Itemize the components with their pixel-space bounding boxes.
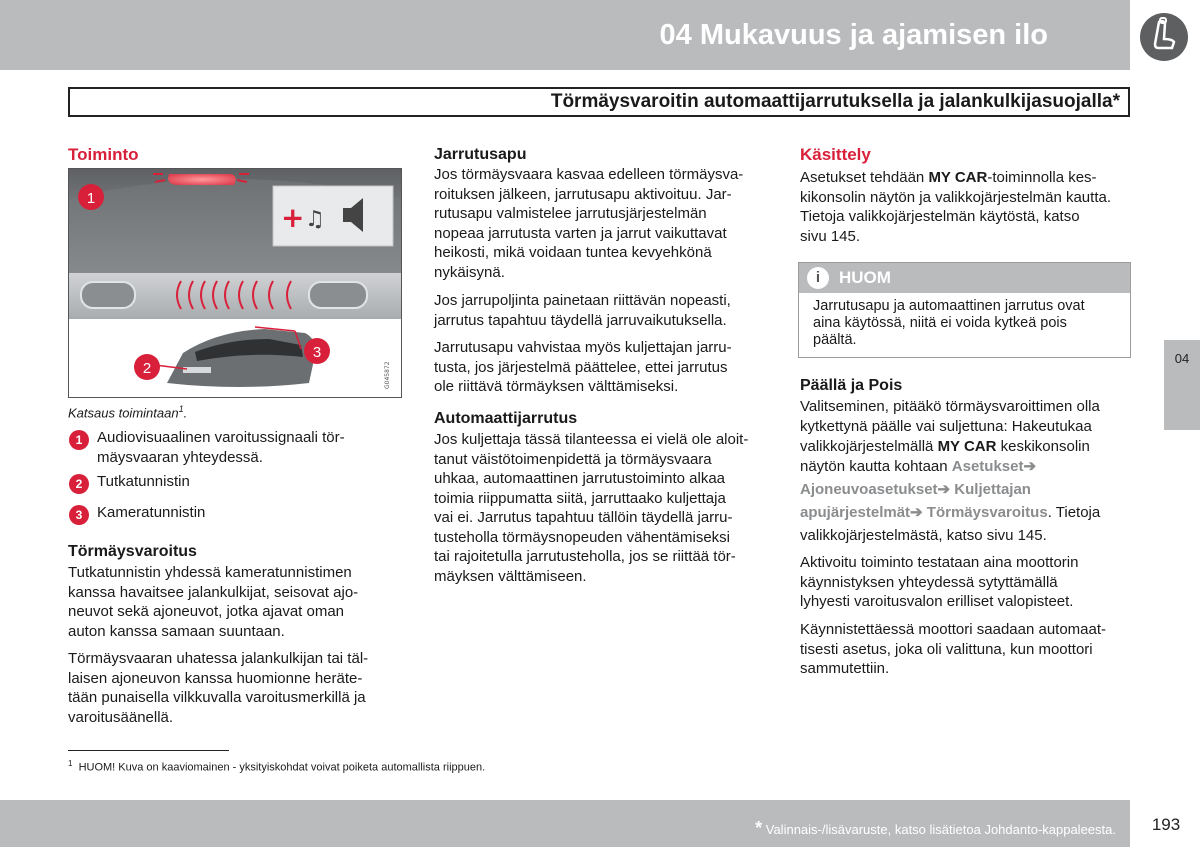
figure-caption: Katsaus toimintaan$^1$. [68,404,188,421]
paalla-ja-pois-heading: Päällä ja Pois [800,377,903,394]
col3-paragraph-3: Aktivoitu toiminto testataan aina moottorin käynnistyksen yhteydessä sytyttämällä lyhyesti varoitusvalon erilliset valopisteet. [800,554,1079,610]
svg-text:♫: ♫ [305,207,325,232]
warning-light [168,174,236,185]
legend-item-1: Audiovisuaalinen varoitussignaali tör- mäysvaaran yhteydessä. [97,429,345,466]
col3-paragraph-2: Valitseminen, pitääkö törmäysvaroittimen olla kytkettynä päälle vai suljettuna: Hakeutukaa valikkojärjestelmällä MY CAR keskikonsolin näytön kautta kohtaan Asetukset➔ Ajoneuvoasetukset➔ Kuljettajan apujärjestelmät➔ Törmäysvaroitus. Tietoja valikkojärjestelmästä, katso sivu 145. [800,398,1101,544]
menu-path-ajoneuvoasetukset: Ajoneuvoasetukset [800,481,938,498]
legend-number-1: 1 [69,430,89,450]
automaattijarrutus-heading: Automaattijarrutus [434,410,578,427]
col3-paragraph-4: Käynnistettäessä moottori saadaan automaat- tisesti asetus, joka oli valittuna, kun moottori sammutettiin. [800,621,1107,677]
tormaysvaroitus-heading: Törmäysvaroitus [68,543,197,560]
kasittely-heading: Käsittely [800,145,871,164]
col2-paragraph-1: Jos törmäysvaara kasvaa edelleen törmäysva- roituksen jälkeen, jarrutusapu aktivoituu. Jar- rutusapu valmistelee jarrutusjärjestelmän nopeaa jarrutusta varten ja jarrut vaikuttavat heikosti, mikä voidaan tuntea kevyehkönä nykäisynä. [434,166,744,281]
note-title: HUOM [839,268,891,287]
legend-number-3: 3 [69,505,89,525]
svg-text:3: 3 [312,344,322,361]
svg-text:1: 1 [86,190,96,207]
menu-path-apujarjestelmat: apujärjestelmät [800,504,911,521]
col2-paragraph-2: Jos jarrupoljinta painetaan riittävän nopeasti, jarrutus tapahtuu täydellä jarruvaikutuksella. [434,292,731,329]
toiminto-heading: Toiminto [68,145,139,164]
section-title: Törmäysvaroitin automaattijarrutuksella ja jalankulkijasuojalla* [550,91,1120,112]
legend-number-2: 2 [69,474,89,494]
menu-path-kuljettajan: Kuljettajan [954,481,1031,498]
svg-text:2: 2 [142,360,152,377]
arrow-right-icon: ➔ [1023,458,1037,475]
col2-paragraph-4: Jos kuljettaja tässä tilanteessa ei vielä ole aloit- tanut väistötoimenpidettä ja törmäysvaara uhkaa, automaattinen jarrutustoiminto alkaa toimia riippumatta siitä, jarruttaako kuljettaja vai ei. Jarrutus tapahtuu tällöin täydellä jarru- tusteholla törmäysnopeuden vähentämiseksi tai rajoitetulla jarrutusteholla, jos se riittää tör- mäyksen välttämiseen. [434,431,749,585]
note-box [798,262,1131,358]
note-text: Jarrutusapu ja automaattinen jarrutus ovat aina käytössä, niitä ei voida kytkeä pois päältä. [813,298,1085,348]
page-number: 193 [1151,815,1181,834]
col3-paragraph-1: Asetukset tehdään MY CAR-toiminnolla kes- kikonsolin näytön ja valikkojärjestelmän kautta. Tietoja valikkojärjestelmän käytöstä, katso sivu 145. [800,169,1111,245]
chapter-side-tab-label: 04 [1174,351,1190,366]
note-header [799,263,1130,293]
arrow-right-icon: ➔ [910,504,923,521]
chapter-title: 04 Mukavuus ja ajamisen ilo [659,19,1048,51]
footnote-rule [68,750,229,751]
menu-path-asetukset: Asetukset [951,458,1024,475]
arrow-right-icon: ➔ [937,481,951,498]
col1-paragraph-2: Törmäysvaaran uhatessa jalankulkijan tai täl- laisen ajoneuvon kanssa huomionne heräte- tään punaisella vilkkuvalla varoitusmerkillä ja varoitusäänellä. [68,650,369,726]
legend-item-2: Tutkatunnistin [97,473,190,490]
section-title-box [68,87,1130,117]
illustration-svg [69,169,402,398]
seat-icon [1140,13,1188,61]
col1-paragraph-1: Tutkatunnistin yhdessä kameratunnistimen kanssa havaitsee jalankulkijat, seisovat ajo- neuvot sekä ajoneuvot, jotka ajavat oman auton kanssa samaan suuntaan. [68,564,359,640]
footer-note: * Valinnais-/lisävaruste, katso lisätietoa Johdanto-kappaleesta. [755,818,1116,838]
menu-path-tormaysvaroitus: Törmäysvaroitus [926,504,1048,521]
footnote: $^1$ HUOM! Kuva on kaaviomainen - yksityiskohdat voivat poiketa automallista riippuen. [68,759,486,774]
svg-text:G045872: G045872 [384,361,391,389]
jarrutusapu-heading: Jarrutusapu [434,146,527,163]
system-illustration [68,168,402,398]
col2-paragraph-3: Jarrutusapu vahvistaa myös kuljettajan jarru- tusta, jos järjestelmä päättelee, ettei jarrutus ole riittävä törmäyksen välttämiseksi. [434,339,732,395]
legend-item-3: Kameratunnistin [97,504,206,521]
info-icon: i [807,267,829,289]
svg-text:+: + [281,201,305,234]
chapter-header [0,0,1130,70]
